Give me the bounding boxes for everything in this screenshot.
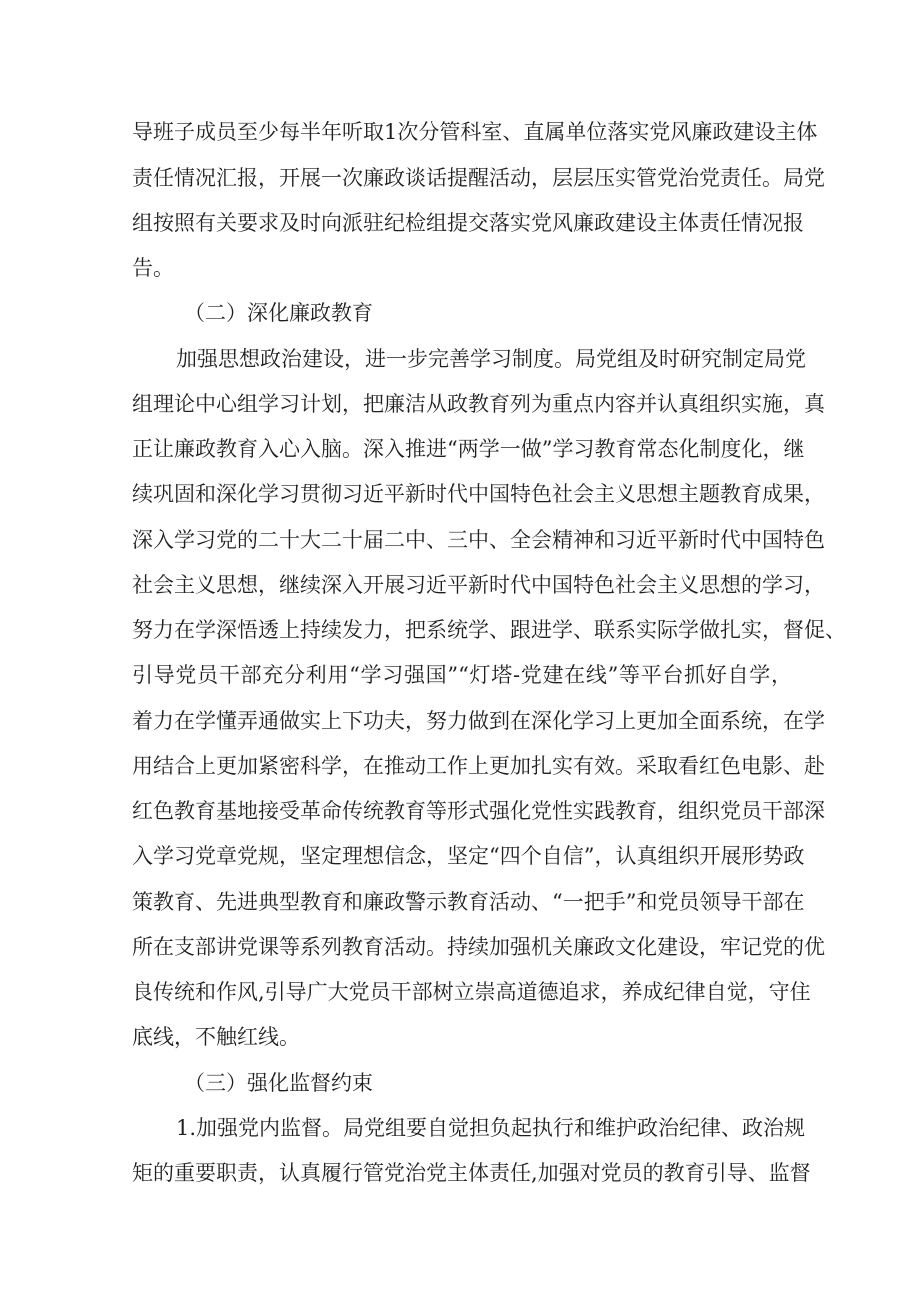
paragraph-line: 所在支部讲党课等系列教育活动。持续加强机关廉政文化建设，牢记党的优 bbox=[132, 935, 825, 959]
paragraph-line: 深入学习党的二十大二十届二中、三中、全会精神和习近平新时代中国特色 bbox=[132, 528, 825, 552]
paragraph-line: 红色教育基地接受革命传统教育等形式强化党性实践教育，组织党员干部深 bbox=[132, 799, 825, 823]
paragraph-line: 良传统和作风,引导广大党员干部树立崇高道德追求，养成纪律自觉，守住 bbox=[132, 980, 811, 1004]
paragraph-line: 组理论中心组学习计划，把廉洁从政教育列为重点内容并认真组织实施，真 bbox=[132, 392, 825, 416]
paragraph-line: 用结合上更加紧密科学，在推动工作上更加扎实有效。采取看红色电影、赴 bbox=[132, 754, 825, 778]
paragraph-line: 1.加强党内监督。局党组要自觉担负起执行和维护政治纪律、政治规 bbox=[176, 1116, 806, 1140]
paragraph-line: 正让廉政教育入心入脑。深入推进“两学一做”学习教育常态化制度化，继 bbox=[132, 437, 805, 461]
section-heading-3: （三）强化监督约束 bbox=[184, 1071, 373, 1095]
paragraph-line: 入学习党章党规，坚定理想信念，坚定“四个自信”，认真组织开展形势政 bbox=[132, 844, 805, 868]
paragraph-line: 矩的重要职责，认真履行管党治党主体责任,加强对党员的教育引导、监督 bbox=[132, 1161, 811, 1185]
paragraph-line: 努力在学深悟透上持续发力，把系统学、跟进学、联系实际学做扎实，督促、 bbox=[132, 618, 846, 642]
paragraph-line: 导班子成员至少每半年听取1次分管科室、直属单位落实党风廉政建设主体 bbox=[132, 120, 818, 144]
paragraph-line: 社会主义思想，继续深入开展习近平新时代中国特色社会主义思想的学习， bbox=[132, 573, 825, 597]
paragraph-line: 底线，不触红线。 bbox=[132, 1025, 300, 1049]
paragraph-line: 责任情况汇报，开展一次廉政谈话提醒活动，层层压实管党治党责任。局党 bbox=[132, 166, 825, 190]
paragraph-line: 加强思想政治建设，进一步完善学习制度。局党组及时研究制定局党 bbox=[176, 347, 806, 371]
section-heading-2: （二）深化廉政教育 bbox=[184, 301, 373, 325]
paragraph-line: 引导党员干部充分利用“学习强国”“灯塔-党建在线”等平台抓好自学， bbox=[132, 663, 792, 687]
paragraph-line: 策教育、先进典型教育和廉政警示教育活动、“一把手”和党员领导干部在 bbox=[132, 890, 805, 914]
paragraph-line: 组按照有关要求及时向派驻纪检组提交落实党风廉政建设主体责任情况报 bbox=[132, 211, 804, 235]
paragraph-line: 着力在学懂弄通做实上下功夫，努力做到在深化学习上更加全面系统，在学 bbox=[132, 709, 825, 733]
paragraph-line: 告。 bbox=[132, 256, 174, 280]
paragraph-line: 续巩固和深化学习贯彻习近平新时代中国特色社会主义思想主题教育成果， bbox=[132, 482, 825, 506]
